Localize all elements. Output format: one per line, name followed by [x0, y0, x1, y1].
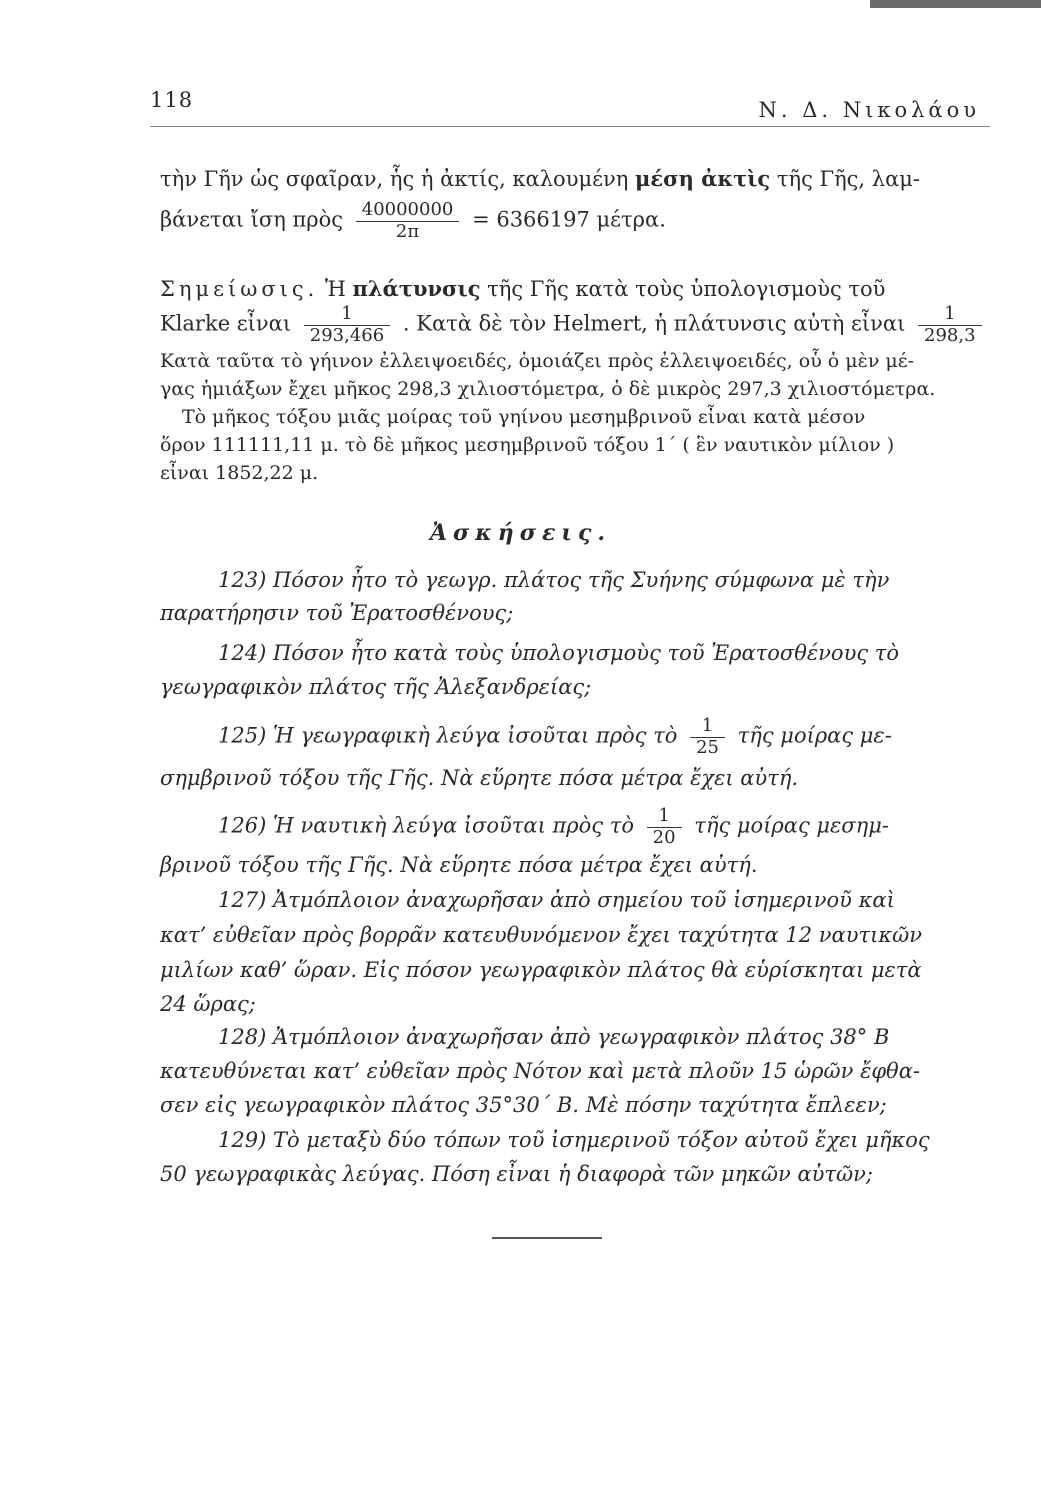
text-run: = 6366197 μέτρα. [472, 207, 666, 232]
bold-term: μέση ἀκτὶς [635, 166, 771, 191]
text-line [160, 200, 666, 242]
fraction-denominator: 25 [690, 737, 725, 759]
fraction [647, 806, 682, 848]
exercise-line: 128) Ἀτμόπλοιον ἀναχωρῆσαν ἀπὸ γεωγραφικὸν πλάτος 38° Β [218, 1025, 890, 1049]
fraction-denominator: 20 [647, 827, 682, 849]
text-line: γας ἡμιάξων ἔχει μῆκος 298,3 χιλιοστόμετρα, ὁ δὲ μικρὸς 297,3 χιλιοστόμετρα. [160, 378, 936, 400]
fraction [690, 716, 725, 758]
fraction-numerator: 1 [658, 805, 670, 826]
text-run: Ἡ [318, 277, 353, 301]
note-label: Σημείωσις. [160, 277, 319, 301]
text-run: τῆς Γῆς κατὰ τοὺς ὑπολογισμοὺς τοῦ [480, 277, 886, 301]
exercise-line: 124) Πόσον ἦτο κατὰ τοὺς ὑπολογισμοὺς τοῦ Ἐρατοσθένους τὸ [218, 641, 900, 665]
exercise-line: μιλίων καθ’ ὥραν. Εἰς πόσον γεωγραφικὸν πλάτος θὰ εὑρίσκηται μετὰ [160, 958, 922, 982]
fraction [918, 304, 982, 346]
scan-edge-bar [870, 0, 1041, 8]
text-line [160, 168, 920, 190]
fraction-denominator: 298,3 [918, 325, 982, 347]
end-rule [492, 1237, 602, 1239]
running-title: Ν. Δ. Νικολάου [758, 98, 980, 122]
text-line [160, 304, 988, 346]
exercise-line: βρινοῦ τόξου τῆς Γῆς. Νὰ εὕρητε πόσα μέτρα ἔχει αὐτή. [160, 853, 758, 877]
exercise-line [218, 806, 889, 848]
fraction-numerator: 1 [701, 715, 714, 736]
text-run: τῆς Γῆς, λαμ- [770, 167, 921, 191]
exercise-line: 50 γεωγραφικὰς λεύγας. Πόση εἶναι ἡ διαφορὰ τῶν μηκῶν αὐτῶν; [160, 1162, 873, 1186]
text-run: τῆς μοίρας μεσημ- [694, 813, 889, 838]
fraction-numerator: 1 [341, 303, 353, 324]
exercise-line: κατευθύνεται κατ’ εὐθεῖαν πρὸς Νότον καὶ μετὰ πλοῦν 15 ὡρῶν ἔφθα- [160, 1059, 920, 1083]
exercise-line: 127) Ἀτμόπλοιον ἀναχωρῆσαν ἀπὸ σημείου τοῦ ἰσημερινοῦ καὶ [218, 888, 895, 912]
text-run: τῆς μοίρας με- [737, 723, 892, 748]
text-run: Klarke εἶναι [160, 311, 292, 336]
exercise-line: γεωγραφικὸν πλάτος τῆς Ἀλεξανδρείας; [160, 675, 592, 699]
text-run: . Κατὰ δὲ τὸν Helmert, ἡ πλάτυνσις αὐτὴ εἶναι [402, 311, 906, 336]
exercises-heading: Ἀσκήσεις. [429, 520, 612, 546]
text-run: τὴν Γῆν ὡς σφαῖραν, ἧς ἡ ἀκτίς, καλουμένη [160, 167, 636, 191]
fraction-denominator: 2π [356, 221, 460, 243]
page-header [150, 88, 990, 128]
fraction [304, 304, 390, 346]
text-line: ὅρον 111111,11 μ. τὸ δὲ μῆκος μεσημβρινοῦ τόξου 1΄ ( ἓν ναυτικὸν μίλιον ) [160, 434, 895, 456]
fraction-denominator: 293,466 [304, 325, 390, 347]
text-run: 126) Ἡ ναυτικὴ λεύγα ἰσοῦται πρὸς τὸ [218, 813, 634, 838]
text-line: Τὸ μῆκος τόξου μιᾶς μοίρας τοῦ γηίνου μεσημβρινοῦ εἶναι κατὰ μέσον [182, 406, 866, 428]
exercise-line: 24 ὥρας; [160, 992, 256, 1016]
exercise-line: κατ’ εὐθεῖαν πρὸς βορρᾶν κατευθυνόμενον ἔχει ταχύτητα 12 ναυτικῶν [160, 923, 922, 947]
header-rule [150, 126, 990, 127]
bold-term: πλάτυνσις [352, 276, 481, 301]
exercise-line: 129) Τὸ μεταξὺ δύο τόπων τοῦ ἰσημερινοῦ τόξον αὐτοῦ ἔχει μῆκος [218, 1128, 930, 1152]
page-number: 118 [150, 88, 194, 112]
text-line [160, 278, 885, 300]
exercise-line: 123) Πόσον ἦτο τὸ γεωγρ. πλάτος τῆς Συήνης σύμφωνα μὲ τὴν [218, 568, 890, 592]
exercise-line: παρατήρησιν τοῦ Ἐρατοσθένους; [160, 601, 514, 625]
text-run: 125) Ἡ γεωγραφικὴ λεύγα ἰσοῦται πρὸς τὸ [218, 723, 678, 748]
fraction [356, 200, 460, 242]
text-run: βάνεται ἴση πρὸς [160, 207, 344, 232]
text-line: Κατὰ ταῦτα τὸ γήινον ἐλλειψοειδές, ὁμοιάζει πρὸς ἐλλειψοειδές, οὗ ὁ μὲν μέ- [160, 350, 915, 372]
fraction-numerator: 40000000 [361, 199, 454, 220]
exercise-line: σεν εἰς γεωγραφικὸν πλάτος 35°30΄ Β. Μὲ πόσην ταχύτητα ἔπλεεν; [160, 1093, 887, 1117]
text-line: εἶναι 1852,22 μ. [160, 462, 319, 484]
fraction-numerator: 1 [944, 303, 956, 324]
exercise-line [218, 716, 892, 758]
exercise-line: σημβρινοῦ τόξου τῆς Γῆς. Νὰ εὕρητε πόσα μέτρα ἔχει αὐτή. [160, 766, 799, 790]
